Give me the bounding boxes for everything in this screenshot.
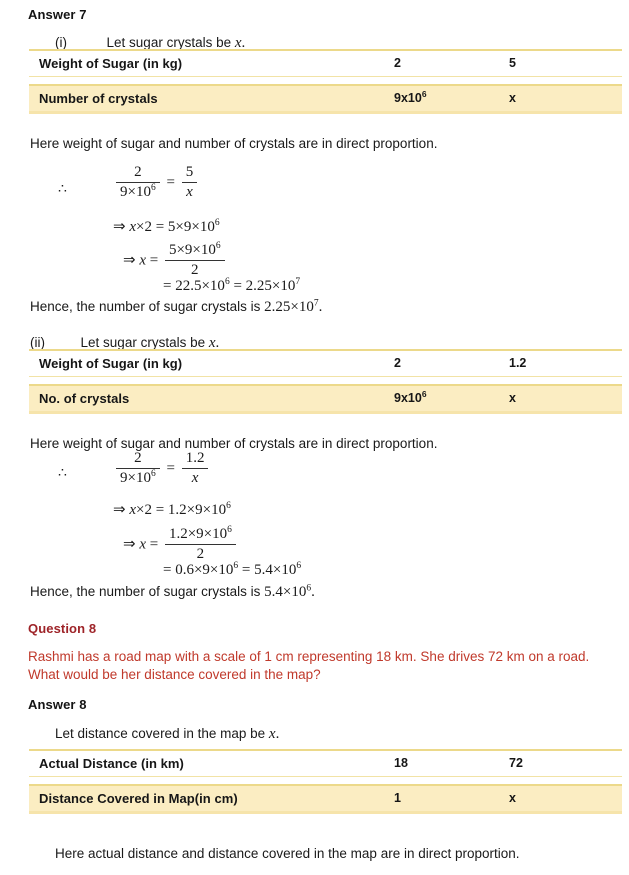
part-ii-marker: (ii) xyxy=(30,335,45,350)
table-gap xyxy=(29,376,622,385)
row-value-1: 18 xyxy=(394,756,408,771)
fraction-left: $\frac{2}{9\times 10^6}$ xyxy=(116,164,160,201)
table-row xyxy=(29,385,622,412)
part-i-lead-text: Let sugar crystals be xyxy=(106,35,232,50)
question-8-heading: Question 8 xyxy=(28,621,97,636)
fraction: $\frac{5\times 9\times 10^6}{2}$ xyxy=(165,242,225,279)
row-label: Number of crystals xyxy=(39,90,158,106)
equation-ii-3: ⇒ x = $\frac{1.2\times 9\times 10^6}{2}$ xyxy=(123,527,239,564)
part-i-lead-variable: x xyxy=(234,35,242,51)
equals-sign: = xyxy=(166,174,175,191)
proportion-statement-i: Here weight of sugar and number of crystals are in direct proportion. xyxy=(30,136,438,151)
sugar-table-i xyxy=(29,49,622,114)
row-value-2: x xyxy=(509,791,516,806)
equation-i-4: = $22.5\times 10^6 = 2.25\times 10^7$ xyxy=(163,277,301,294)
fraction-left: $\frac{2}{9\times 10^6}$ xyxy=(116,450,160,487)
row-label: Weight of Sugar (in kg) xyxy=(39,55,183,71)
row-value-1: 2 xyxy=(394,356,401,371)
row-value-1: $9x10^6$ xyxy=(394,89,427,106)
conclusion-i: Hence, the number of sugar crystals is $2.25\times 10^7$. xyxy=(30,298,323,315)
table-row xyxy=(29,750,622,776)
therefore-symbol-ii: ∴ xyxy=(58,466,67,481)
row-label: Distance Covered in Map(in cm) xyxy=(39,790,238,806)
fraction: $\frac{1.2\times 9\times 10^6}{2}$ xyxy=(165,526,236,563)
row-label: Actual Distance (in km) xyxy=(39,755,184,771)
equation-i-3: ⇒ x = $\frac{5\times 9\times 10^6}{2}$ xyxy=(123,243,228,280)
answer-8-heading: Answer 8 xyxy=(28,697,87,712)
row-value-2: x xyxy=(509,91,516,106)
distance-table xyxy=(29,749,622,814)
row-value-2: 72 xyxy=(509,756,523,771)
part-i-lead-period: . xyxy=(241,35,246,51)
row-label: No. of crystals xyxy=(39,390,130,406)
row-value-2: 1.2 xyxy=(509,356,527,371)
row-value-1: $9x10^6$ xyxy=(394,389,427,406)
part-i-marker: (i) xyxy=(55,35,67,50)
answer-8-lead-text: Let distance covered in the map be xyxy=(55,726,266,741)
row-label: Weight of Sugar (in kg) xyxy=(39,355,183,371)
question-8-body xyxy=(28,648,618,683)
part-ii-lead-period: . xyxy=(215,335,220,351)
equation-i-1 xyxy=(113,165,200,202)
table-row xyxy=(29,350,622,376)
equation-ii-2: ⇒ $x\times 2 = 1.2\times 9\times 10^6$ xyxy=(113,501,231,518)
proportion-table xyxy=(29,749,622,814)
equation-ii-4: = $0.6\times 9\times 10^6 = 5.4\times 10^6$ xyxy=(163,561,302,578)
table-row xyxy=(29,50,622,76)
therefore-symbol-i: ∴ xyxy=(58,182,67,197)
proportion-statement-ii: Here weight of sugar and number of crystals are in direct proportion. xyxy=(30,436,438,451)
row-value-1: 2 xyxy=(394,56,401,71)
answer-8-lead-period: . xyxy=(275,726,280,742)
table-row xyxy=(29,85,622,112)
row-value-2: x xyxy=(509,391,516,406)
answer-8-lead-variable: x xyxy=(268,726,276,742)
table-gap xyxy=(29,76,622,85)
row-value-1: 1 xyxy=(394,791,401,806)
proportion-table xyxy=(29,349,622,414)
question-8-line-2: What would be her distance covered in the map? xyxy=(28,666,321,682)
answer-8-proportion-statement: Here actual distance and distance covered in the map are in direct proportion. xyxy=(55,846,520,861)
fraction-right: $\frac{5}{x}$ xyxy=(182,164,198,201)
table-gap xyxy=(29,776,622,785)
part-ii-lead-variable: x xyxy=(208,335,216,351)
fraction-right: $\frac{1.2}{x}$ xyxy=(182,450,209,487)
question-8-line-1: Rashmi has a road map with a scale of 1 cm representing 18 km. She drives 72 km on a road. xyxy=(28,649,590,664)
equation-i-2: ⇒ $x\times 2 = 5\times 9\times 10^6$ xyxy=(113,218,220,235)
equation-ii-1 xyxy=(113,451,211,488)
equals-sign: = xyxy=(166,460,175,477)
part-ii-lead-text: Let sugar crystals be xyxy=(80,335,206,350)
conclusion-ii: Hence, the number of sugar crystals is $5.4\times 10^6$. xyxy=(30,583,315,600)
answer-8-lead-line xyxy=(55,726,279,743)
proportion-table xyxy=(29,49,622,114)
sugar-table-ii xyxy=(29,349,622,414)
row-value-2: 5 xyxy=(509,56,516,71)
answer-7-heading: Answer 7 xyxy=(28,7,87,22)
table-row xyxy=(29,785,622,812)
